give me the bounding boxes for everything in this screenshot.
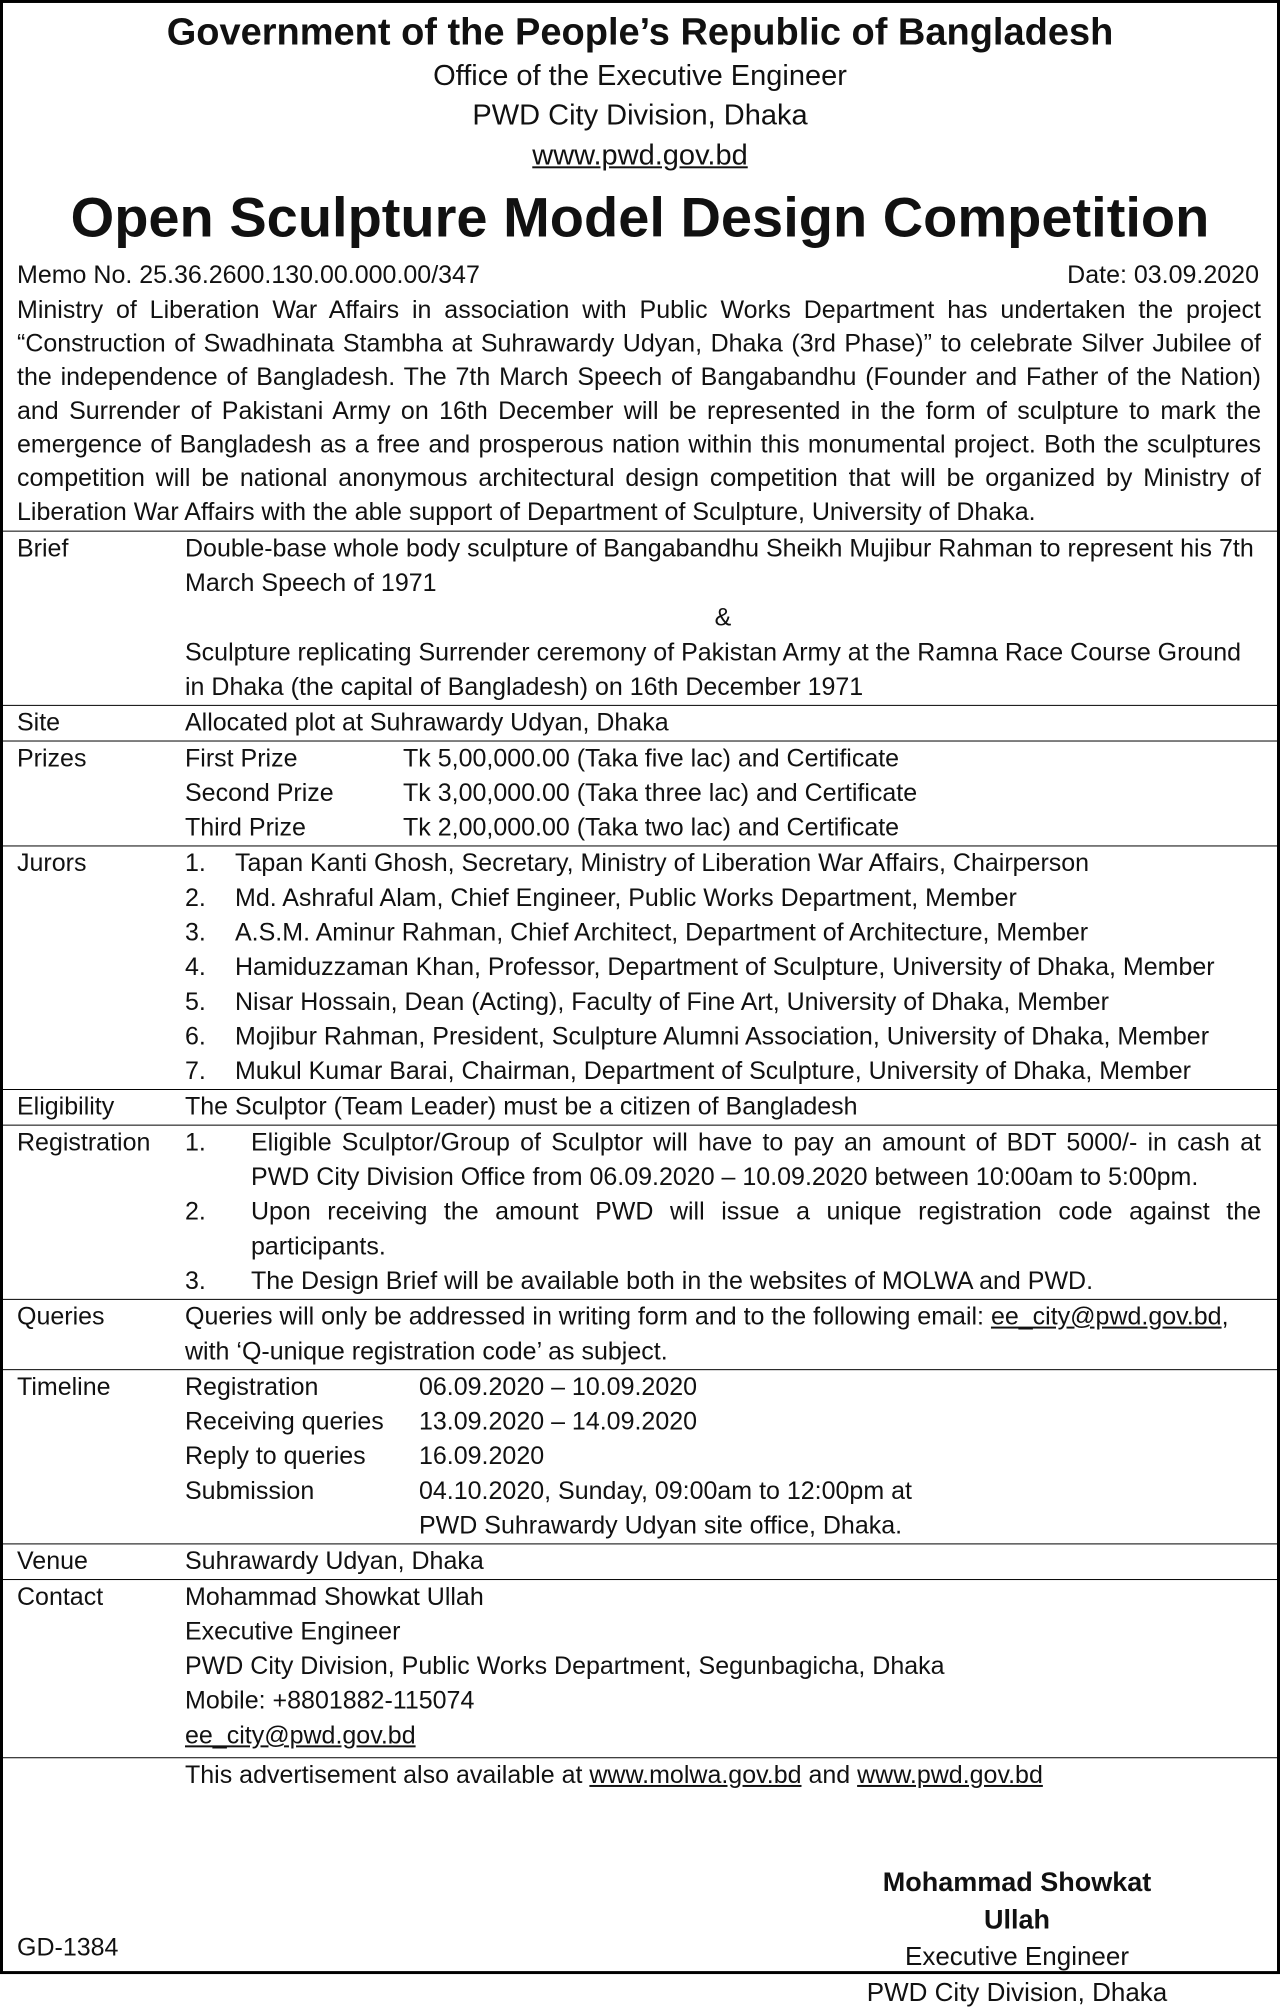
signatory-division: PWD City Division, Dhaka bbox=[866, 1977, 1168, 2007]
timeline-item bbox=[185, 1405, 1261, 1440]
eligibility-row bbox=[3, 1089, 1277, 1125]
timeline-value: 04.10.2020, Sunday, 09:00am to 12:00pm at bbox=[419, 1477, 912, 1505]
queries-comma: , bbox=[1221, 1302, 1229, 1331]
brief-ampersand: & bbox=[714, 603, 732, 632]
juror-text: Mojibur Rahman, President, Sculpture Alumni Association, University of Dhaka, Member bbox=[235, 1022, 1210, 1051]
registration-text: The Design Brief will be available both in the websites of MOLWA and PWD. bbox=[251, 1267, 1094, 1295]
prize-item bbox=[185, 776, 1261, 811]
registration-text: Eligible Sculptor/Group of Sculptor will have to pay an amount of BDT 5000/- in cash at PWD City Division Office from 06.09.2020 – 10.09.2020 between 10:00am to 5:00pm. bbox=[251, 1128, 1261, 1191]
timeline-label: Timeline bbox=[17, 1373, 111, 1401]
timeline-item bbox=[185, 1439, 1261, 1474]
registration-number: 1. bbox=[185, 1128, 206, 1157]
registration-list bbox=[185, 1126, 1261, 1299]
brief-label: Brief bbox=[17, 534, 69, 563]
juror-text: Hamiduzzaman Khan, Professor, Department of Sculpture, University of Dhaka, Member bbox=[235, 953, 1215, 982]
brief-line-2: Sculpture replicating Surrender ceremony of Pakistan Army at the Ramna Race Course Ground in Dhaka (the capital of Bangladesh) on 16th December 1971 bbox=[185, 638, 1242, 701]
eligibility-value: The Sculptor (Team Leader) must be a citizen of Bangladesh bbox=[185, 1092, 858, 1121]
registration-item bbox=[185, 1195, 1261, 1264]
jurors-row bbox=[3, 846, 1277, 1090]
signatory-designation: Executive Engineer bbox=[904, 1941, 1130, 1972]
registration-number: 3. bbox=[185, 1267, 206, 1295]
registration-text: Upon receiving the amount PWD will issue a unique registration code against the participants. bbox=[251, 1197, 1261, 1261]
prize-item bbox=[185, 811, 1261, 846]
juror-number: 7. bbox=[185, 1057, 206, 1086]
timeline-name: Receiving queries bbox=[185, 1407, 384, 1436]
timeline-spacer bbox=[185, 1509, 419, 1544]
queries-row bbox=[3, 1299, 1277, 1369]
division-name: PWD City Division, Dhaka bbox=[472, 99, 808, 132]
timeline-name: Submission bbox=[185, 1477, 315, 1505]
contact-mobile: Mobile: +8801882-115074 bbox=[185, 1686, 475, 1715]
brief-row bbox=[3, 531, 1277, 705]
registration-row bbox=[3, 1125, 1277, 1299]
timeline-item bbox=[185, 1474, 1261, 1509]
pwd-link[interactable]: www.pwd.gov.bd bbox=[857, 1761, 1043, 1789]
page-title: Open Sculpture Model Design Competition bbox=[70, 186, 1210, 249]
eligibility-label: Eligibility bbox=[17, 1092, 115, 1121]
timeline-value: 16.09.2020 bbox=[419, 1442, 545, 1471]
timeline-value: 13.09.2020 – 14.09.2020 bbox=[419, 1407, 698, 1436]
government-title: Government of the People’s Republic of Bangladesh bbox=[166, 11, 1114, 54]
venue-row bbox=[3, 1544, 1277, 1580]
site-label: Site bbox=[17, 708, 61, 737]
prize-value: Tk 5,00,000.00 (Taka five lac) and Certificate bbox=[403, 744, 900, 773]
juror-item bbox=[185, 985, 1261, 1020]
site-value: Allocated plot at Suhrawardy Udyan, Dhaka bbox=[185, 708, 669, 737]
juror-item bbox=[185, 846, 1261, 881]
juror-number: 5. bbox=[185, 988, 206, 1016]
juror-item bbox=[185, 1054, 1261, 1089]
registration-item bbox=[185, 1264, 1261, 1299]
queries-text: Queries will only be addressed in writing form and to the following email: bbox=[185, 1302, 991, 1331]
office-name: Office of the Executive Engineer bbox=[433, 60, 847, 93]
juror-item bbox=[185, 881, 1261, 916]
timeline-row bbox=[3, 1370, 1277, 1544]
juror-text: A.S.M. Aminur Rahman, Chief Architect, Department of Architecture, Member bbox=[235, 918, 1089, 947]
registration-item bbox=[185, 1126, 1261, 1195]
timeline-value: 06.09.2020 – 10.09.2020 bbox=[419, 1373, 698, 1401]
molwa-link[interactable]: www.molwa.gov.bd bbox=[589, 1761, 802, 1789]
juror-item bbox=[185, 916, 1261, 951]
brief-line-1: Double-base whole body sculpture of Bangabandhu Sheikh Mujibur Rahman to represent his 7th March Speech of 1971 bbox=[185, 534, 1254, 597]
registration-label: Registration bbox=[17, 1128, 151, 1157]
contact-email-link[interactable]: ee_city@pwd.gov.bd bbox=[185, 1721, 416, 1750]
juror-number: 3. bbox=[185, 918, 206, 947]
juror-number: 1. bbox=[185, 849, 206, 878]
advertisement-line bbox=[3, 1757, 1277, 1793]
contact-title: Executive Engineer bbox=[185, 1617, 401, 1646]
juror-item bbox=[185, 950, 1261, 985]
timeline-item-cont bbox=[185, 1509, 1261, 1544]
prize-value: Tk 3,00,000.00 (Taka three lac) and Certificate bbox=[403, 779, 918, 807]
contact-address: PWD City Division, Public Works Department, Segunbagicha, Dhaka bbox=[185, 1652, 945, 1681]
contact-label: Contact bbox=[17, 1583, 104, 1611]
prize-name: Second Prize bbox=[185, 779, 334, 807]
advert-and: and bbox=[801, 1761, 858, 1789]
jurors-label: Jurors bbox=[17, 849, 87, 878]
juror-number: 4. bbox=[185, 953, 206, 982]
queries-email-link[interactable]: ee_city@pwd.gov.bd bbox=[990, 1302, 1222, 1331]
memo-date: Date: 03.09.2020 bbox=[1067, 261, 1259, 290]
juror-number: 6. bbox=[185, 1022, 206, 1051]
intro-paragraph: Ministry of Liberation War Affairs in association with Public Works Department has undertaken the project “Construction of Swadhinata Stambha at Suhrawardy Udyan, Dhaka (3rd Phase)” to celebrate Silver Jubilee of the independence of Bangladesh. The 7th March Speech of Bangabandhu (Founder and Father of the Nation) and Surrender of Pakistani Army on 16th December will be represented in the form of sculpture to mark the emergence of Bangladesh as a free and prosperous nation within this monumental project. Both the sculptures competition will be national anonymous architectural design competition that will be organized by Ministry of Liberation War Affairs with the able support of Department of Sculpture, University of Dhaka. bbox=[17, 296, 1261, 526]
prizes-label: Prizes bbox=[17, 744, 87, 773]
advert-text: This advertisement also available at bbox=[185, 1761, 590, 1789]
juror-item bbox=[185, 1020, 1261, 1055]
prize-name: First Prize bbox=[185, 744, 298, 773]
timeline-name: Reply to queries bbox=[185, 1442, 366, 1471]
prize-item bbox=[185, 742, 1261, 777]
juror-text: Nisar Hossain, Dean (Acting), Faculty of Fine Art, University of Dhaka, Member bbox=[235, 988, 1109, 1016]
juror-number: 2. bbox=[185, 884, 206, 912]
queries-line-1 bbox=[185, 1300, 1261, 1335]
registration-number: 2. bbox=[185, 1197, 206, 1226]
signatory-name: Mohammad Showkat Ullah bbox=[882, 1867, 1152, 1935]
juror-text: Md. Ashraful Alam, Chief Engineer, Public Works Department, Member bbox=[235, 884, 1017, 912]
queries-line-2: with ‘Q-unique registration code’ as subject. bbox=[185, 1337, 668, 1366]
prizes-row bbox=[3, 741, 1277, 846]
juror-text: Tapan Kanti Ghosh, Secretary, Ministry of Liberation War Affairs, Chairperson bbox=[235, 849, 1090, 878]
memo-number: Memo No. 25.36.2600.130.00.000.00/347 bbox=[17, 261, 480, 290]
site-row bbox=[3, 705, 1277, 741]
header bbox=[3, 3, 1277, 175]
queries-label: Queries bbox=[17, 1302, 105, 1331]
info-table bbox=[3, 531, 1277, 1758]
signature-block bbox=[847, 1863, 1187, 2010]
juror-text: Mukul Kumar Barai, Chairman, Department of Sculpture, University of Dhaka, Member bbox=[235, 1057, 1191, 1086]
timeline-item bbox=[185, 1370, 1261, 1405]
footer-code: GD-1384 bbox=[17, 1933, 119, 1962]
website-link[interactable]: www.pwd.gov.bd bbox=[532, 139, 748, 172]
timeline-name: Registration bbox=[185, 1373, 319, 1401]
contact-row bbox=[3, 1580, 1277, 1758]
prize-value: Tk 2,00,000.00 (Taka two lac) and Certificate bbox=[403, 813, 900, 842]
timeline-value-2: PWD Suhrawardy Udyan site office, Dhaka. bbox=[419, 1511, 903, 1540]
prize-name: Third Prize bbox=[185, 813, 306, 842]
venue-value: Suhrawardy Udyan, Dhaka bbox=[185, 1547, 484, 1576]
venue-label: Venue bbox=[17, 1547, 88, 1576]
memo-line bbox=[3, 258, 1277, 293]
contact-name: Mohammad Showkat Ullah bbox=[185, 1583, 484, 1611]
jurors-list bbox=[185, 846, 1261, 1089]
